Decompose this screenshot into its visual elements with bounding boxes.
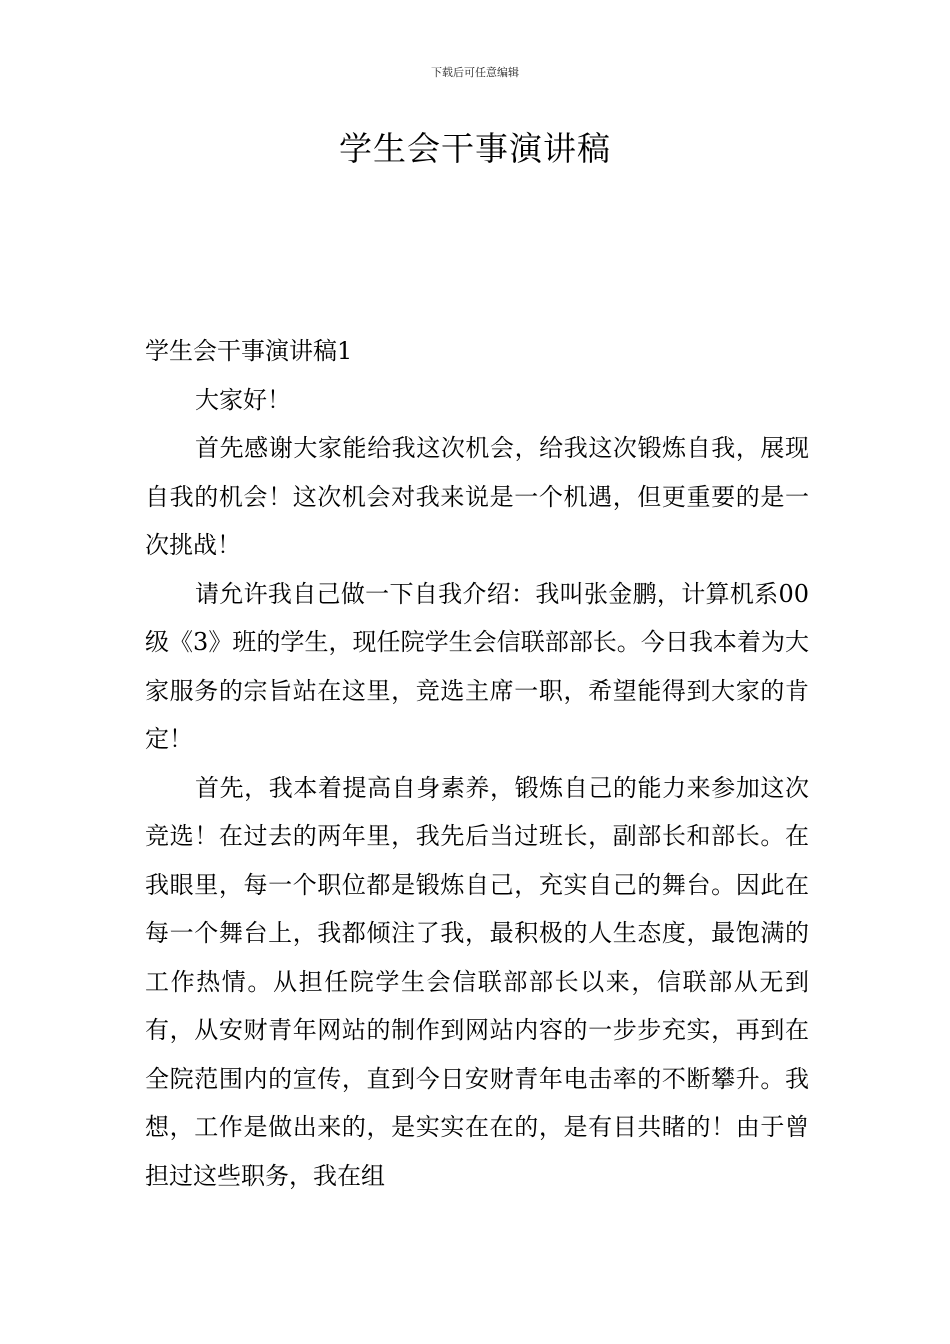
- header-note: 下载后可任意编辑: [431, 66, 519, 79]
- paragraph-experience: 首先，我本着提高自身素养，锻炼自己的能力来参加这次竞选！在过去的两年里，我先后当过班长，副部长和部长。在我眼里，每一个职位都是锻炼自己，充实自己的舞台。因此在每一个舞台上，我都倾注了我，最积极的人生态度，最饱满的工作热情。从担任院学生会信联部部长以来，信联部从无到有，从安财青年网站的制作到网站内容的一步步充实，再到在全院范围内的宣传，直到今日安财青年电击率的不断攀升。我想，工作是做出来的，是实实在在的，是有目共睹的！由于曾担过这些职务，我在组: [145, 773, 809, 1190]
- paragraph-thanks: 首先感谢大家能给我这次机会，给我这次锻炼自我，展现自我的机会！这次机会对我来说是一个机遇，但更重要的是一次挑战！: [145, 434, 809, 559]
- section-title: 学生会干事演讲稿1: [145, 337, 353, 365]
- paragraph-introduction: 请允许我自己做一下自我介绍：我叫张金鹏，计算机系00级《3》班的学生，现任院学生会信联部部长。今日我本着为大家服务的宗旨站在这里，竞选主席一职，希望能得到大家的肯定！: [145, 579, 809, 753]
- paragraph-greeting: 大家好！: [195, 385, 291, 414]
- page-title: 学生会干事演讲稿: [339, 129, 611, 168]
- document-body: [145, 327, 809, 1200]
